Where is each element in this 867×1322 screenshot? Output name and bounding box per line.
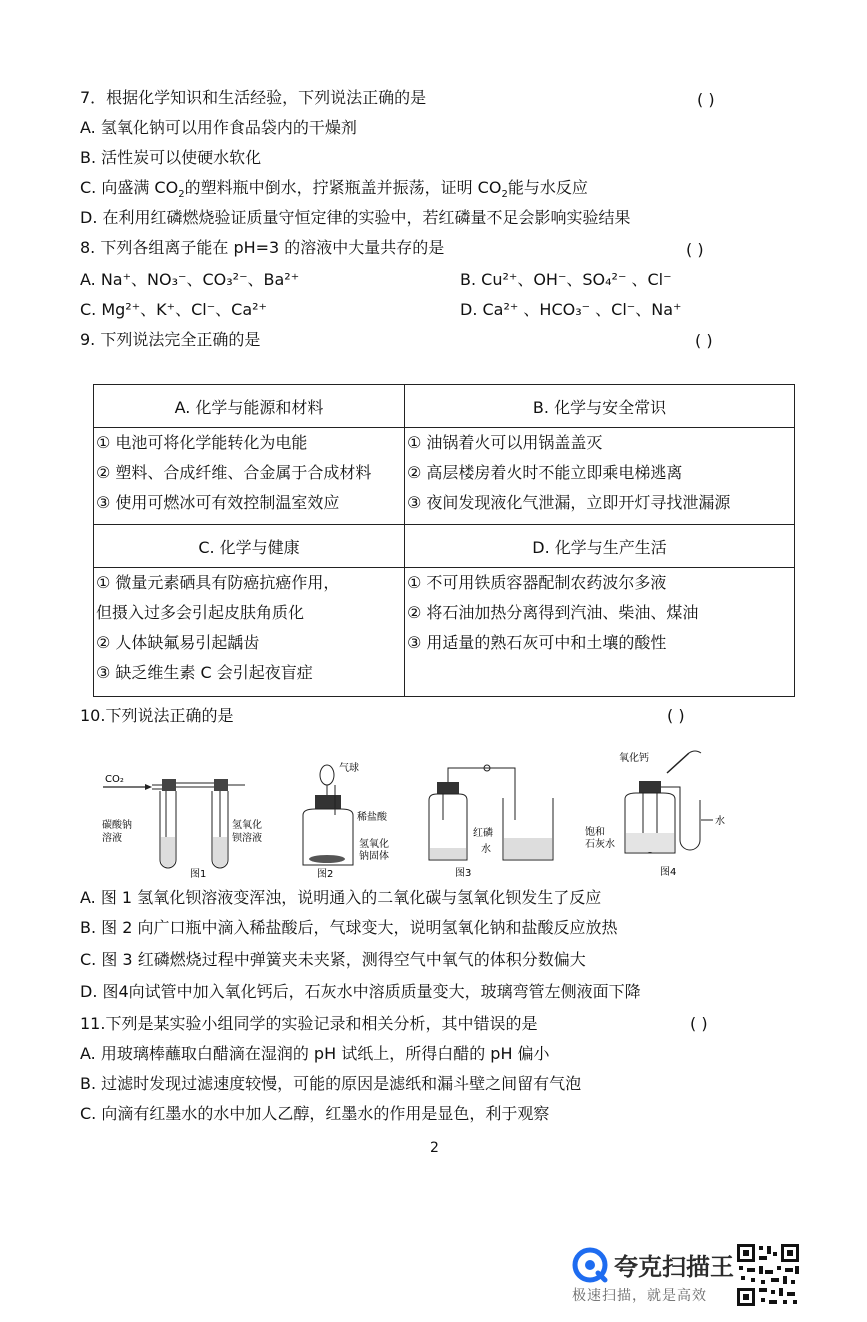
q9-a-item: ② 塑料、合成纤维、合金属于合成材料: [96, 463, 372, 482]
q7-option-d: D. 在利用红磷燃烧验证质量守恒定律的实验中，若红磷量不足会影响实验结果: [80, 208, 631, 227]
q11-option-a: A. 用玻璃棒蘸取白醋滴在湿润的 pH 试纸上，所得白醋的 pH 偏小: [80, 1044, 550, 1063]
q9-d-item: ② 将石油加热分离得到汽油、柴油、煤油: [407, 603, 699, 622]
q11-option-c: C. 向滴有红墨水的水中加人乙醇，红墨水的作用是显色，利于观察: [80, 1104, 550, 1123]
f2-balloon-label: 气球: [339, 763, 359, 774]
f4-lime-label: 饱和: [585, 827, 605, 838]
q7-stem: 7．根据化学知识和生活经验，下列说法正确的是: [80, 88, 427, 107]
qr-code-icon: [735, 1242, 801, 1308]
q7-answer-paren: ( ): [697, 90, 715, 109]
q9-cell-b-title: B. 化学与安全常识: [405, 385, 795, 428]
q8-option-a: A. Na⁺、NO₃⁻、CO₃²⁻、Ba²⁺: [80, 270, 300, 289]
q9-answer-paren: ( ): [695, 331, 713, 350]
q8-option-c: C. Mg²⁺、K⁺、Cl⁻、Ca²⁺: [80, 300, 268, 319]
q9-c-item: ② 人体缺氟易引起龋齿: [96, 633, 260, 652]
q9-a-item: ③ 使用可燃冰可有效控制温室效应: [96, 493, 340, 512]
f1-left-label-2: 溶液: [102, 833, 122, 844]
q9-cell-a-body: [94, 428, 405, 525]
f3-name: 图3: [455, 868, 472, 879]
q9-d-item: ① 不可用铁质容器配制农药波尔多液: [407, 573, 667, 592]
figure-3-diagram: [425, 760, 565, 880]
q11-stem: 11.下列是某实验小组同学的实验记录和相关分析，其中错误的是: [80, 1014, 538, 1033]
q8-option-b: B. Cu²⁺、OH⁻、SO₄²⁻ 、Cl⁻: [460, 270, 672, 289]
q10-option-d: D. 图4向试管中加入氧化钙后，石灰水中溶质质量变大，玻璃弯管左侧液面下降: [80, 982, 641, 1001]
f2-acid-label: 稀盐酸: [357, 812, 387, 823]
q9-d-item: ③ 用适量的熟石灰可中和土壤的酸性: [407, 633, 667, 652]
figure-2-diagram: [295, 755, 405, 880]
f2-solid-label: 氢氧化: [359, 839, 389, 850]
q10-option-a: A. 图 1 氢氧化钡溶液变浑浊，说明通入的二氧化碳与氢氧化钡发生了反应: [80, 888, 602, 907]
q10-option-c: C. 图 3 红磷燃烧过程中弹簧夹未夹紧，测得空气中氧气的体积分数偏大: [80, 950, 586, 969]
quark-logo-icon: [572, 1247, 608, 1283]
q11-option-b: B. 过滤时发现过滤速度较慢，可能的原因是滤纸和漏斗壁之间留有气泡: [80, 1074, 582, 1093]
figure-1-diagram: [100, 765, 265, 880]
brand-name: 夸克扫描王: [614, 1253, 734, 1281]
q9-b-item: ③ 夜间发现液化气泄漏，立即开灯寻找泄漏源: [407, 493, 731, 512]
q8-stem: 8. 下列各组离子能在 pH=3 的溶液中大量共存的是: [80, 238, 445, 257]
q11-answer-paren: ( ): [690, 1014, 708, 1033]
q9-cell-c-title: C. 化学与健康: [94, 525, 405, 568]
q10-answer-paren: ( ): [667, 706, 685, 725]
q9-a-item: ① 电池可将化学能转化为电能: [96, 433, 308, 452]
q9-b-item: ② 高层楼房着火时不能立即乘电梯逃离: [407, 463, 683, 482]
f2-solid-label-2: 钠固体: [359, 851, 389, 862]
f4-water-label: 水: [715, 816, 725, 827]
q9-c-item: ③ 缺乏维生素 C 会引起夜盲症: [96, 663, 313, 682]
page-number: 2: [430, 1140, 439, 1156]
f1-right-label: 氢氧化: [232, 820, 262, 831]
f4-lime-label-2: 石灰水: [585, 839, 615, 850]
brand-slogan: 极速扫描，就是高效: [572, 1288, 707, 1304]
f4-name: 图4: [660, 867, 677, 878]
f2-name: 图2: [317, 869, 334, 880]
f1-co2-label: CO₂: [105, 774, 124, 785]
figure-4-diagram: [585, 745, 745, 880]
q7-option-a: A. 氢氧化钠可以用作食品袋内的干燥剂: [80, 118, 357, 137]
q7-option-c: C. 向盛满 $CO_2$的塑料瓶中倒水，拧紧瓶盖并振荡，证明 $CO_2$能与水反应: [80, 178, 588, 201]
q7-option-b: B. 活性炭可以使硬水软化: [80, 148, 262, 167]
q10-option-b: B. 图 2 向广口瓶中滴入稀盐酸后，气球变大，说明氢氧化钠和盐酸反应放热: [80, 918, 618, 937]
q9-cell-d-body: [405, 568, 795, 697]
q10-stem: 10.下列说法正确的是: [80, 706, 234, 725]
q9-stem: 9. 下列说法完全正确的是: [80, 330, 261, 349]
f3-p-label: 红磷: [473, 828, 493, 839]
q9-b-item: ① 油锅着火可以用锅盖盖灭: [407, 433, 603, 452]
q9-cell-d-title: D. 化学与生产生活: [405, 525, 795, 568]
q9-cell-b-body: [405, 428, 795, 525]
f1-name: 图1: [190, 869, 207, 880]
f1-left-label: 碳酸钠: [102, 820, 132, 831]
q9-cell-c-body: [94, 568, 405, 697]
q8-option-d: D. Ca²⁺ 、HCO₃⁻ 、Cl⁻、Na⁺: [460, 300, 682, 319]
f3-water-label: 水: [481, 844, 491, 855]
f1-right-label-2: 钡溶液: [232, 833, 262, 844]
q9-c-item: ① 微量元素硒具有防癌抗癌作用，: [96, 573, 340, 592]
q9-table: [93, 384, 795, 697]
q9-cell-a-title: A. 化学与能源和材料: [94, 385, 405, 428]
q8-answer-paren: ( ): [686, 240, 704, 259]
f4-cao-label: 氧化钙: [619, 753, 649, 764]
q9-c-item: 但摄入过多会引起皮肤角质化: [96, 603, 305, 622]
